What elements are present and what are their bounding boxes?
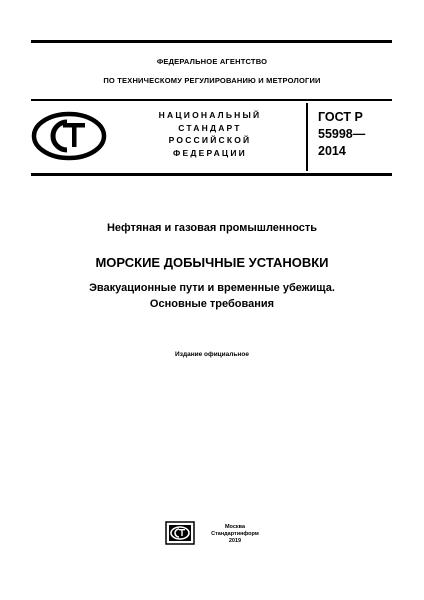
gost-line-2: 55998— — [318, 127, 366, 141]
agency-line-1: ФЕДЕРАЛЬНОЕ АГЕНТСТВО — [156, 57, 268, 66]
gost-line-1: ГОСТ Р — [318, 110, 363, 124]
national-standard-label — [140, 109, 280, 159]
subtitle-line-2: Основные требования — [149, 298, 275, 310]
industry-title: Нефтяная и газовая промышленность — [106, 222, 318, 234]
vertical-separator — [306, 103, 308, 171]
gost-number — [318, 109, 365, 160]
gost-line-3: 2014 — [318, 144, 346, 158]
top-rule — [31, 40, 392, 43]
national-line-4: ФЕДЕРАЦИИ — [173, 147, 247, 158]
subtitle-line-1: Эвакуационные пути и временные убежища. — [89, 282, 335, 294]
national-line-2: СТАНДАРТ — [178, 122, 242, 133]
agency-line-2: ПО ТЕХНИЧЕСКОМУ РЕГУЛИРОВАНИЮ И МЕТРОЛОГИИ — [103, 76, 321, 85]
rst-logo-icon — [31, 111, 107, 161]
main-title: МОРСКИЕ ДОБЫЧНЫЕ УСТАНОВКИ — [95, 255, 329, 270]
national-line-3: РОССИЙСКОЙ — [168, 135, 252, 145]
publisher-info — [200, 524, 270, 545]
publisher-city: Москва — [224, 524, 246, 530]
publisher-name: Стандартинформ — [211, 531, 259, 537]
edition-label: Издание официальное — [175, 351, 249, 358]
standartinform-logo-icon — [165, 521, 195, 545]
header-bottom-rule — [31, 173, 392, 176]
publisher-year: 2019 — [228, 538, 242, 544]
middle-rule — [31, 99, 392, 101]
national-line-1: НАЦИОНАЛЬНЫЙ — [158, 110, 262, 120]
